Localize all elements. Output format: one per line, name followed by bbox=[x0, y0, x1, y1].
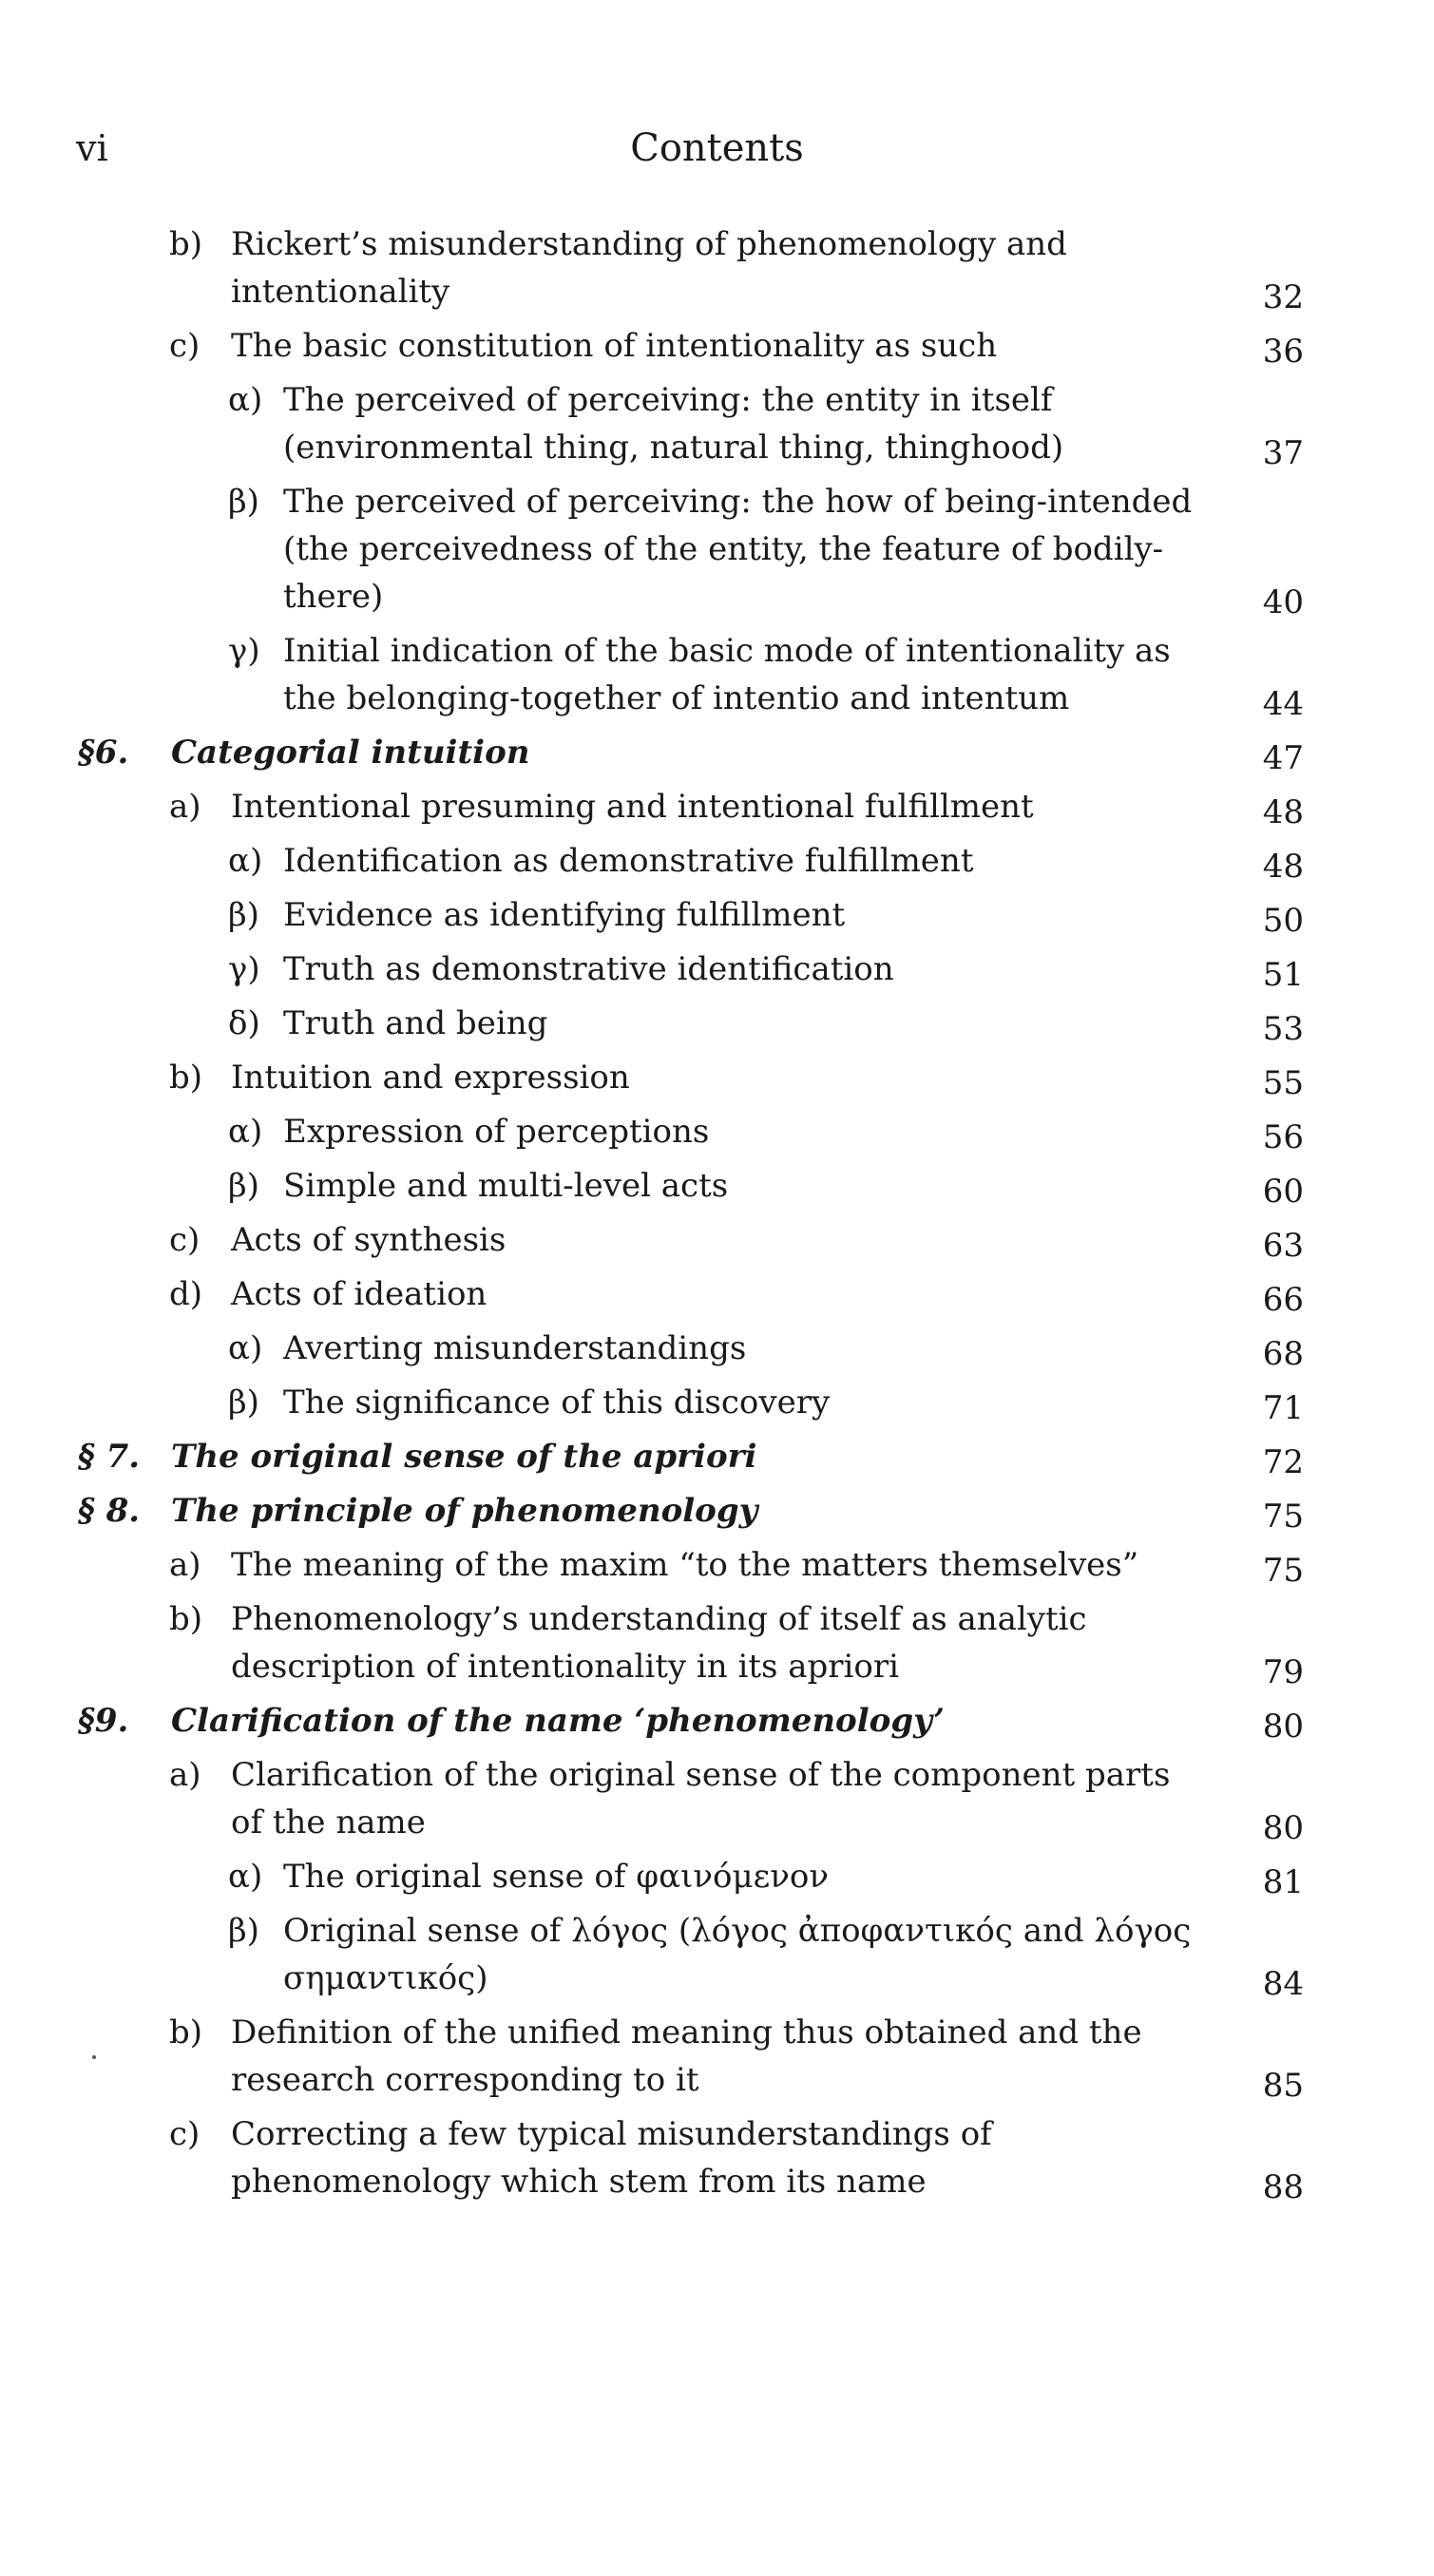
toc-entry-title: Correcting a few typical misunderstandings of phenomenology which stem from its name bbox=[231, 2115, 992, 2201]
toc-entry bbox=[0, 1216, 1434, 1264]
toc-entry bbox=[0, 1162, 1434, 1210]
toc-entry-title: Intuition and expression bbox=[231, 1059, 630, 1097]
toc-entry-title: Truth and being bbox=[283, 1004, 548, 1042]
toc-entry-title: Evidence as identifying fulfillment bbox=[283, 896, 846, 934]
toc-entry-page-number: 84 bbox=[1262, 1965, 1304, 2003]
toc-entry bbox=[0, 1907, 1434, 2002]
toc-entry-label: β) bbox=[228, 896, 259, 934]
toc-entry-title: Clarification of the name ‘phenomenology’ bbox=[171, 1702, 945, 1740]
toc-entry-label: b) bbox=[169, 1059, 203, 1097]
toc-entry-page-number: 40 bbox=[1262, 583, 1304, 621]
toc-entry-label: a) bbox=[169, 1756, 201, 1794]
toc-entry-label: a) bbox=[169, 1546, 201, 1584]
toc-entry bbox=[0, 1325, 1434, 1372]
toc-entry bbox=[0, 1853, 1434, 1900]
toc-entry-page-number: 85 bbox=[1262, 2067, 1304, 2105]
toc-entry-title: Definition of the unified meaning thus obtained and the research corresponding to it bbox=[231, 2013, 1142, 2099]
toc-entry-page-number: 55 bbox=[1262, 1064, 1304, 1102]
toc-section-entry bbox=[0, 1433, 1434, 1480]
toc-entry-label: α) bbox=[228, 1113, 263, 1151]
toc-entry bbox=[0, 220, 1434, 315]
toc-entry-label: γ) bbox=[228, 950, 260, 988]
toc-section-entry bbox=[0, 1697, 1434, 1745]
toc-entry-page-number: 47 bbox=[1262, 739, 1304, 777]
toc-entry-title: The original sense of φαινόμενον bbox=[283, 1858, 830, 1896]
toc-entry-page-number: 75 bbox=[1262, 1498, 1304, 1536]
toc-entry-title: The perceived of perceiving: the how of being-intended (the perceivedness of the entity, the feature of bodily-there) bbox=[283, 483, 1193, 616]
toc-entry-label: α) bbox=[228, 1858, 263, 1896]
toc-entry bbox=[0, 2009, 1434, 2104]
toc-entry-page-number: 56 bbox=[1262, 1118, 1304, 1156]
toc-entry-page-number: 79 bbox=[1262, 1653, 1304, 1691]
toc-entry bbox=[0, 1000, 1434, 1047]
toc-entry-page-number: 80 bbox=[1262, 1809, 1304, 1847]
toc-entry-label: b) bbox=[169, 1600, 203, 1638]
toc-entry-label: β) bbox=[228, 1912, 259, 1950]
toc-entry-title: Clarification of the original sense of the component parts of the name bbox=[231, 1756, 1171, 1841]
toc-entry-label: c) bbox=[169, 327, 201, 365]
toc-entry bbox=[0, 1270, 1434, 1318]
toc-entry-page-number: 81 bbox=[1262, 1863, 1304, 1901]
toc-entry bbox=[0, 1054, 1434, 1101]
toc-entry-title: Phenomenology’s understanding of itself as analytic description of intentionality in its apriori bbox=[231, 1600, 1087, 1686]
toc-entry-page-number: 51 bbox=[1262, 956, 1304, 994]
toc-entry-page-number: 32 bbox=[1262, 278, 1304, 316]
toc-entry-title: The significance of this discovery bbox=[283, 1383, 831, 1422]
toc-entry-title: Acts of synthesis bbox=[231, 1221, 507, 1259]
toc-entry-page-number: 48 bbox=[1262, 793, 1304, 831]
toc-entry-page-number: 53 bbox=[1262, 1010, 1304, 1048]
toc-entry-label: c) bbox=[169, 2115, 201, 2153]
toc-entry bbox=[0, 1595, 1434, 1690]
toc-entry-title: The perceived of perceiving: the entity in itself (environmental thing, natural thing, thinghood) bbox=[283, 381, 1064, 467]
toc-entry bbox=[0, 891, 1434, 939]
toc-entry bbox=[0, 1541, 1434, 1589]
toc-entry-title: Truth as demonstrative identification bbox=[283, 950, 894, 988]
toc-entry-label: α) bbox=[228, 842, 263, 880]
toc-entry-label: α) bbox=[228, 381, 263, 419]
toc-entry-page-number: 60 bbox=[1262, 1173, 1304, 1211]
toc-entry-page-number: 36 bbox=[1262, 333, 1304, 371]
toc-entry bbox=[0, 1108, 1434, 1155]
toc-entry-label: § 8. bbox=[78, 1492, 141, 1530]
toc-entry-title: The basic constitution of intentionality as such bbox=[231, 327, 998, 365]
toc-entry-page-number: 48 bbox=[1262, 848, 1304, 886]
toc-entry-page-number: 68 bbox=[1262, 1335, 1304, 1373]
toc-entry-label: α) bbox=[228, 1329, 263, 1367]
toc-entry-title: Original sense of λόγος (λόγος ἀποφαντικός and λόγος σημαντικός) bbox=[283, 1912, 1192, 1997]
toc-entry-title: The meaning of the maxim “to the matters themselves” bbox=[231, 1546, 1139, 1584]
toc-entry-page-number: 72 bbox=[1262, 1443, 1304, 1481]
folio-page-number: vi bbox=[76, 127, 108, 169]
running-head: Contents bbox=[630, 126, 804, 170]
toc-entry-page-number: 63 bbox=[1262, 1227, 1304, 1265]
toc-entry-page-number: 75 bbox=[1262, 1552, 1304, 1590]
toc-entry-label: γ) bbox=[228, 632, 260, 670]
toc-entry bbox=[0, 945, 1434, 993]
toc-entry-page-number: 88 bbox=[1262, 2168, 1304, 2206]
toc-entry-title: Averting misunderstandings bbox=[283, 1329, 747, 1367]
toc-entry-label: a) bbox=[169, 788, 201, 826]
toc-entry-label: β) bbox=[228, 1167, 259, 1205]
toc-entry-title: Expression of perceptions bbox=[283, 1113, 710, 1151]
toc-entry-page-number: 80 bbox=[1262, 1708, 1304, 1746]
toc-entry bbox=[0, 376, 1434, 471]
toc-entry-page-number: 71 bbox=[1262, 1389, 1304, 1427]
toc-entry bbox=[0, 478, 1434, 620]
toc-entry bbox=[0, 837, 1434, 885]
toc-entry-title: Categorial intuition bbox=[171, 734, 530, 772]
toc-section-entry bbox=[0, 729, 1434, 776]
toc-entry-page-number: 66 bbox=[1262, 1281, 1304, 1319]
toc-entry-label: c) bbox=[169, 1221, 201, 1259]
toc-entry bbox=[0, 1379, 1434, 1426]
table-of-contents bbox=[0, 220, 1434, 2212]
toc-entry-title: Rickert’s misunderstanding of phenomenology and intentionality bbox=[231, 225, 1067, 311]
toc-section-entry bbox=[0, 1487, 1434, 1535]
toc-entry-label: §9. bbox=[78, 1702, 129, 1740]
toc-entry-label: b) bbox=[169, 225, 203, 263]
toc-entry bbox=[0, 627, 1434, 722]
toc-entry-label: d) bbox=[169, 1275, 203, 1313]
toc-entry-title: Intentional presuming and intentional fulfillment bbox=[231, 788, 1034, 826]
toc-entry-title: Initial indication of the basic mode of intentionality as the belonging-together of intentio and intentum bbox=[283, 632, 1171, 717]
toc-entry bbox=[0, 1751, 1434, 1846]
toc-entry-title: Identification as demonstrative fulfillment bbox=[283, 842, 974, 880]
toc-entry-page-number: 50 bbox=[1262, 902, 1304, 940]
toc-entry-label: δ) bbox=[228, 1004, 260, 1042]
toc-entry bbox=[0, 2110, 1434, 2205]
toc-entry-label: § 7. bbox=[78, 1438, 141, 1476]
toc-entry-title: Simple and multi-level acts bbox=[283, 1167, 729, 1205]
toc-entry-title: The original sense of the apriori bbox=[171, 1438, 757, 1476]
toc-entry-page-number: 37 bbox=[1262, 434, 1304, 472]
toc-entry-label: β) bbox=[228, 483, 259, 521]
toc-entry-title: Acts of ideation bbox=[231, 1275, 488, 1313]
toc-entry bbox=[0, 322, 1434, 370]
print-speck bbox=[92, 2055, 96, 2059]
toc-entry-title: The principle of phenomenology bbox=[171, 1492, 758, 1530]
toc-entry-label: β) bbox=[228, 1383, 259, 1422]
toc-entry-label: b) bbox=[169, 2013, 203, 2051]
toc-entry-page-number: 44 bbox=[1262, 685, 1304, 723]
toc-entry bbox=[0, 783, 1434, 830]
toc-entry-label: §6. bbox=[78, 734, 129, 772]
